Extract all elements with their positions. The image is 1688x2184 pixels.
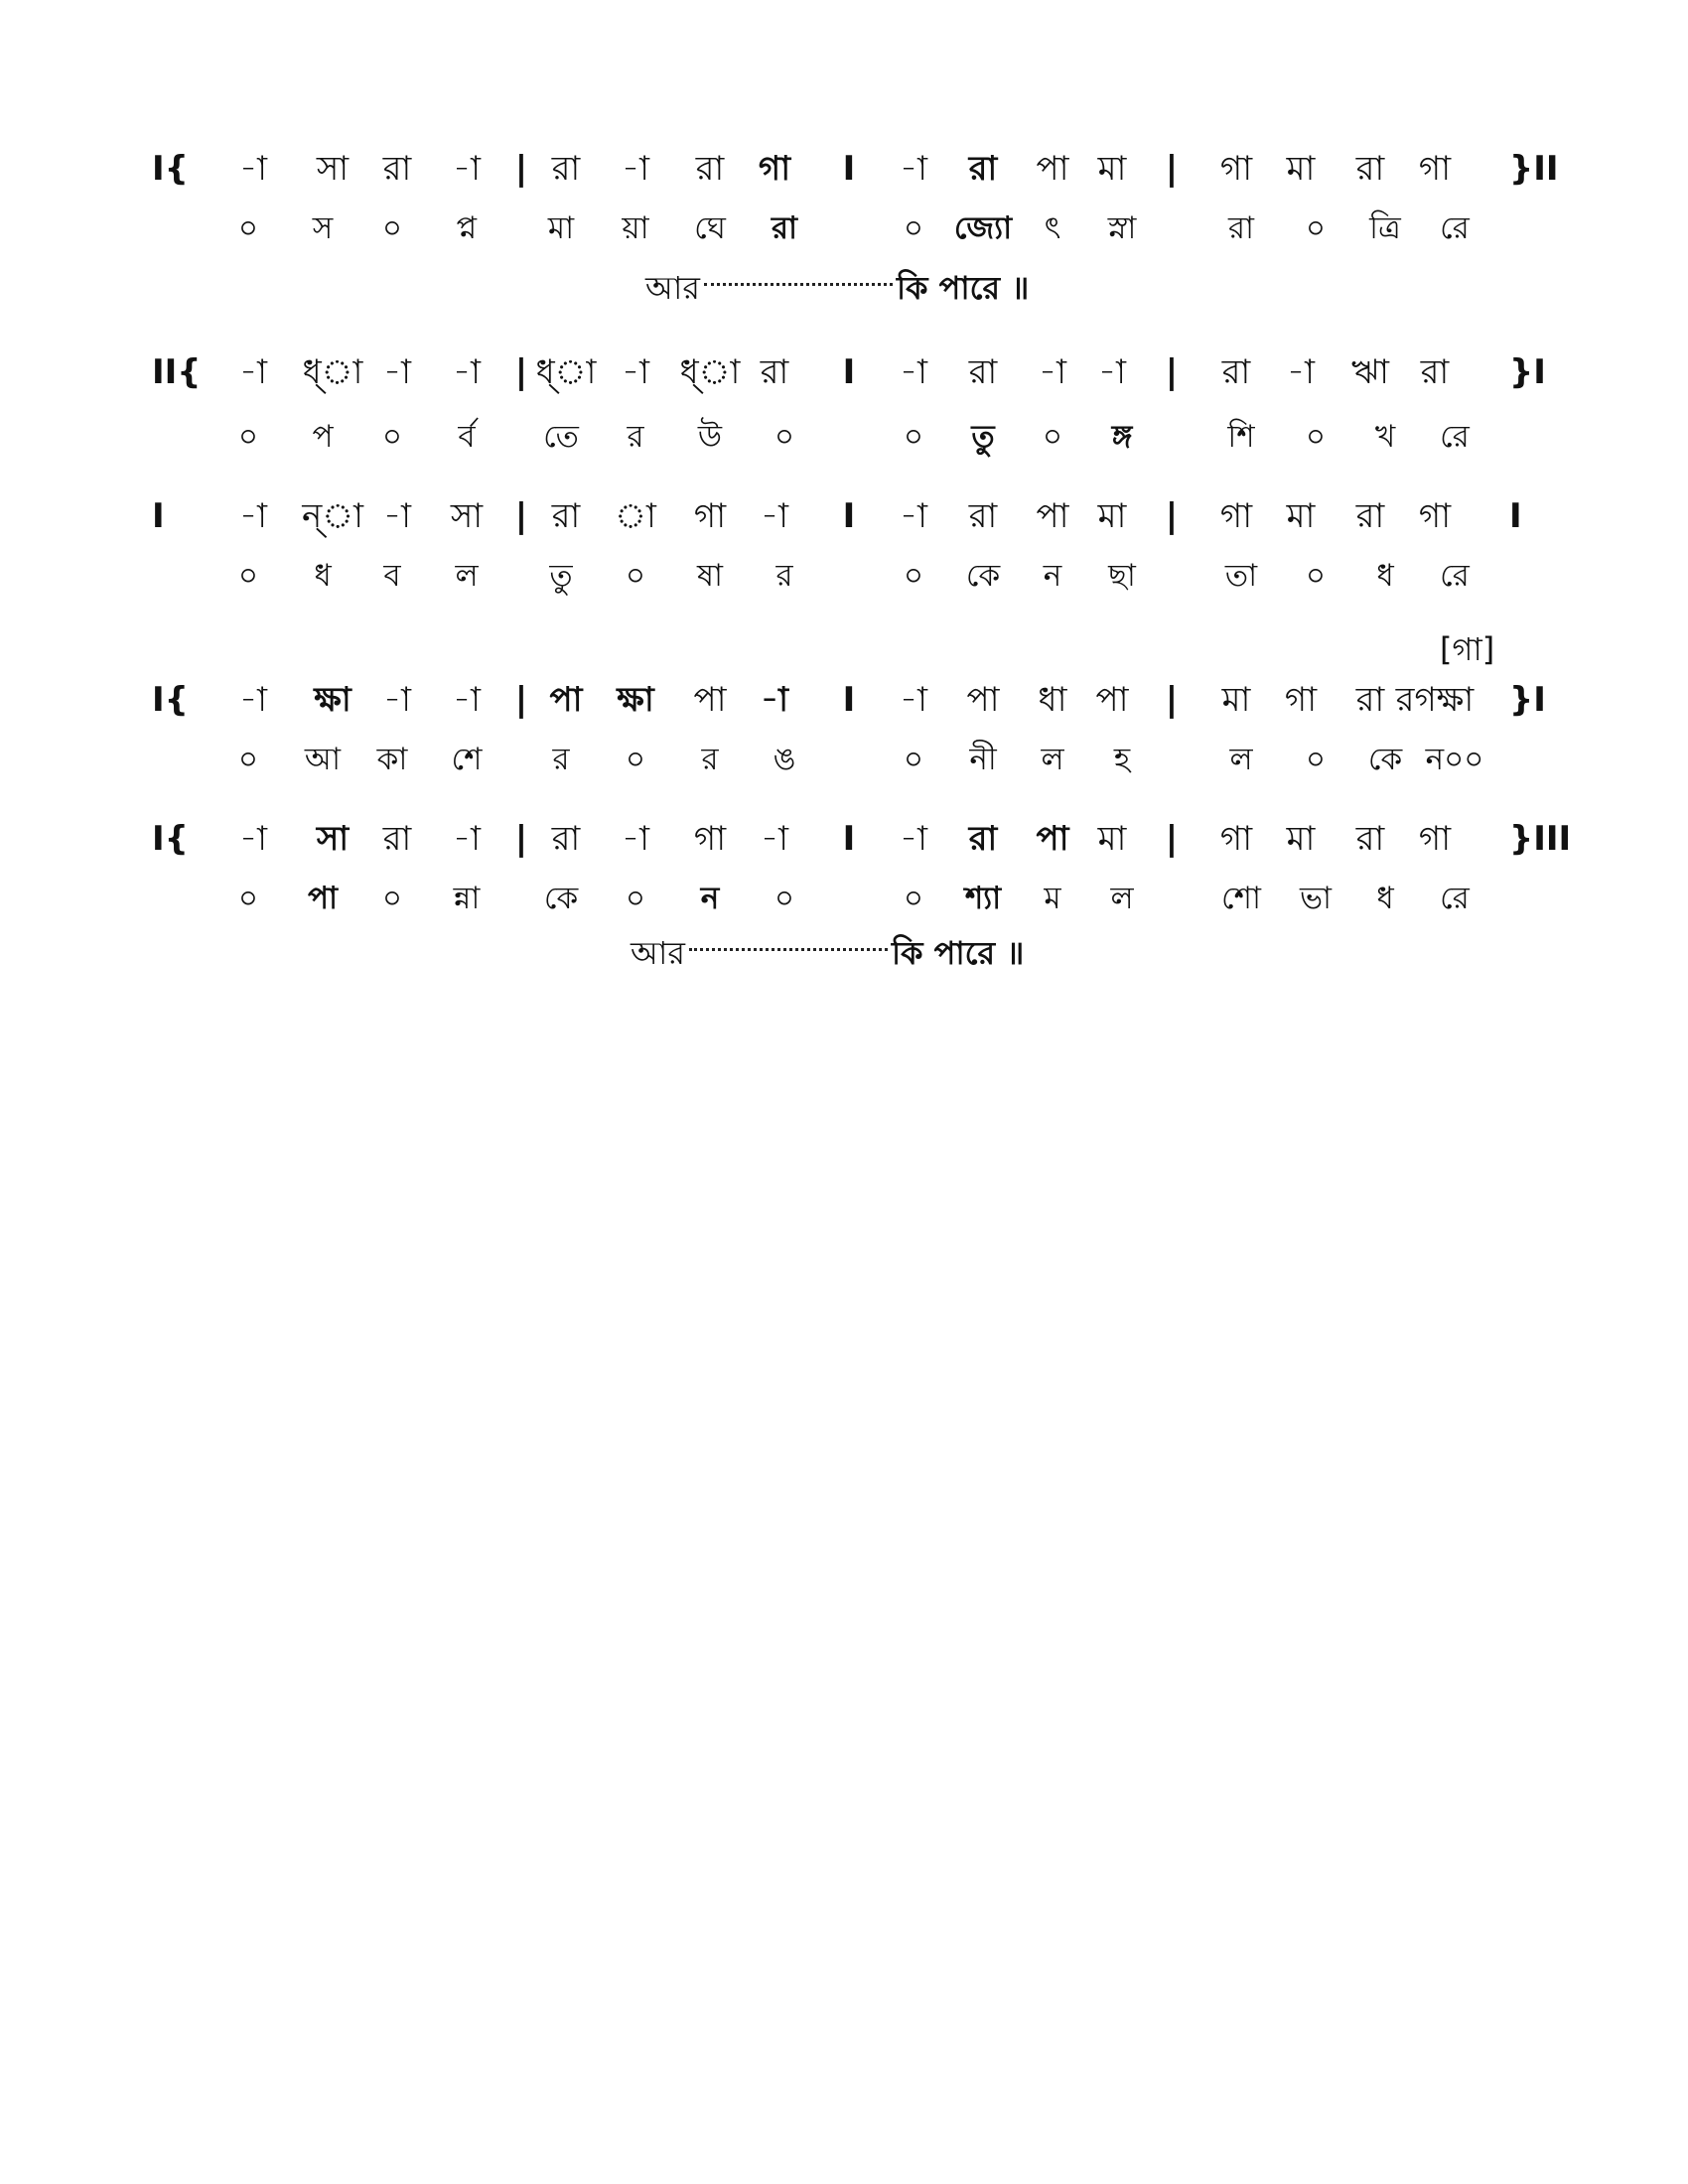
lyric-syllable: ০ [625, 558, 646, 594]
lyric-syllable: ধ [314, 558, 332, 594]
note-cell: -া [761, 496, 788, 536]
notes-row-3 [149, 486, 1559, 546]
refrain-line-2 [631, 928, 1024, 978]
note-cell: -া [383, 496, 411, 536]
lyric-syllable: ০ [237, 558, 259, 594]
note-cell: }I [1509, 352, 1546, 392]
note-cell: া [615, 496, 656, 536]
lyric-syllable: ন্না [453, 881, 481, 916]
note-cell: রা [1221, 352, 1251, 392]
lyric-syllable: জ্যো [953, 210, 1013, 246]
dotted-leader [704, 283, 893, 286]
lyric-syllable: ব [383, 558, 401, 594]
lyric-syllable: ০ [774, 881, 795, 916]
note-cell: -া [622, 352, 649, 392]
notes-row-4 [149, 670, 1559, 730]
note-cell: ন্া [302, 496, 363, 536]
lyric-syllable: ধ [1376, 558, 1394, 594]
lyrics-row-5 [149, 869, 1559, 928]
lyric-syllable: ০ [237, 742, 259, 777]
note-cell: -া [1039, 352, 1066, 392]
note-cell: I [152, 496, 165, 536]
note-cell: -া [383, 680, 411, 720]
note-cell: I [1509, 496, 1522, 536]
note-cell: মা [1286, 819, 1316, 859]
note-cell: পা [1036, 149, 1069, 189]
lyric-syllable: কা [376, 742, 408, 777]
lyric-syllable: ০ [625, 742, 646, 777]
notes-row-5 [149, 809, 1572, 869]
lyrics-row-3 [149, 546, 1559, 606]
lyric-syllable: শি [1227, 419, 1255, 455]
lyric-syllable: রে [1440, 881, 1470, 916]
note-cell: | [514, 149, 528, 189]
lyric-syllable: ০ [903, 419, 924, 455]
note-cell: রা [551, 496, 581, 536]
refrain-start: আর [631, 934, 685, 972]
lyric-syllable: খ [1374, 419, 1396, 455]
note-cell: সা [316, 819, 350, 859]
note-cell: গা [1219, 149, 1253, 189]
refrain-start: আর [645, 269, 700, 307]
dotted-leader [689, 948, 888, 951]
lyrics-row-1 [149, 199, 1559, 258]
lyric-syllable: রে [1440, 210, 1470, 246]
note-cell: -া [900, 496, 927, 536]
notes-row-2 [149, 342, 1559, 402]
note-cell: রা [1355, 149, 1385, 189]
lyric-syllable: ল [455, 558, 479, 594]
note-cell: পা [1036, 496, 1069, 536]
note-cell: -া [453, 680, 481, 720]
lyric-syllable: র [552, 742, 570, 777]
lyric-syllable: তু [971, 419, 995, 455]
lyric-syllable: রা [1227, 210, 1255, 246]
note-cell: I{ [152, 149, 189, 189]
lyric-syllable: ০ [1305, 210, 1327, 246]
note-cell: পা [549, 680, 583, 720]
note-cell: গা [693, 496, 727, 536]
lyric-syllable: তু [549, 558, 573, 594]
lyric-syllable: রে [1440, 558, 1470, 594]
lyric-syllable: শে [451, 742, 483, 777]
lyric-syllable: ন [700, 881, 720, 916]
note-cell: রা [760, 352, 789, 392]
lyric-syllable: রা [771, 210, 798, 246]
note-cell: ক্ষা [617, 680, 654, 720]
note-cell: রা [968, 496, 998, 536]
lyric-syllable: ল [1229, 742, 1253, 777]
lyric-syllable: ভা [1299, 881, 1333, 916]
lyric-syllable: ০ [1305, 742, 1327, 777]
lyric-syllable: শো [1221, 881, 1261, 916]
note-cell: রা [551, 819, 581, 859]
note-cell: | [514, 496, 528, 536]
lyric-syllable: প [312, 419, 334, 455]
note-cell: রা [1355, 680, 1385, 720]
note-cell: গা [1418, 496, 1452, 536]
lyric-syllable: স্না [1107, 210, 1137, 246]
lyric-syllable: ত্রি [1369, 210, 1401, 246]
refrain-end: কি পারে ॥ [891, 934, 1025, 972]
note-cell: গা [1219, 496, 1253, 536]
lyric-syllable: র [775, 558, 793, 594]
note-cell: -া [383, 352, 411, 392]
lyric-syllable: ০ [237, 881, 259, 916]
refrain-line-1 [645, 263, 1029, 313]
lyric-syllable: মা [547, 210, 575, 246]
note-cell: রা [968, 149, 998, 189]
lyric-syllable: উ [697, 419, 723, 455]
lyric-syllable: ০ [381, 881, 403, 916]
note-cell: রা [1355, 819, 1385, 859]
lyric-syllable: তা [1224, 558, 1258, 594]
annotation-bracket: [গা] [1440, 630, 1495, 668]
note-cell: পা [1036, 819, 1069, 859]
lyric-syllable: শ্যা [964, 881, 1002, 916]
note-cell: -া [900, 352, 927, 392]
note-cell: মা [1286, 496, 1316, 536]
note-cell: -া [1287, 352, 1315, 392]
note-cell: মা [1286, 149, 1316, 189]
lyric-syllable: হ [1113, 742, 1131, 777]
note-cell: পা [693, 680, 727, 720]
note-cell: গা [1418, 819, 1452, 859]
note-cell: গা [758, 149, 791, 189]
note-cell: ধ্া [535, 352, 597, 392]
note-cell: -া [900, 680, 927, 720]
note-cell: রা [382, 149, 412, 189]
lyric-syllable: ন০০ [1425, 742, 1484, 777]
note-cell: রা [382, 819, 412, 859]
note-cell: সা [450, 496, 484, 536]
lyric-syllable: ০ [625, 881, 646, 916]
note-cell: পা [966, 680, 1000, 720]
lyric-syllable: ০ [903, 881, 924, 916]
note-cell: | [514, 680, 528, 720]
note-cell: মা [1097, 819, 1127, 859]
lyric-syllable: ঘে [694, 210, 726, 246]
note-cell: | [514, 352, 528, 392]
lyric-syllable: ০ [1305, 558, 1327, 594]
note-cell: গা [1284, 680, 1318, 720]
note-cell: -া [900, 149, 927, 189]
lyric-syllable: ০ [774, 419, 795, 455]
note-cell: | [1165, 352, 1179, 392]
lyric-syllable: ০ [903, 742, 924, 777]
note-cell: | [1165, 819, 1179, 859]
lyric-syllable: র্ব [458, 419, 476, 455]
lyric-syllable: ন [1043, 558, 1062, 594]
note-cell: -া [453, 149, 481, 189]
lyric-syllable: ষা [696, 558, 724, 594]
lyric-syllable: ০ [903, 210, 924, 246]
note-cell: I [842, 680, 856, 720]
note-cell: I{ [152, 819, 189, 859]
note-cell: রা [1420, 352, 1450, 392]
note-cell: রা [1355, 496, 1385, 536]
lyric-syllable: ল [1041, 742, 1064, 777]
note-cell: ধা [1038, 680, 1067, 720]
note-cell: রগক্ষা [1395, 680, 1475, 720]
lyric-syllable: তে [543, 419, 579, 455]
note-cell: -া [239, 496, 267, 536]
note-cell: -া [900, 819, 927, 859]
note-cell: | [1165, 680, 1179, 720]
lyrics-row-4 [149, 730, 1559, 789]
lyric-syllable: র [701, 742, 719, 777]
note-cell: I [842, 149, 856, 189]
note-cell: -া [622, 819, 649, 859]
lyric-syllable: ছা [1108, 558, 1136, 594]
note-cell: মা [1221, 680, 1251, 720]
note-cell: ধ্া [302, 352, 363, 392]
lyric-syllable: য়া [622, 210, 649, 246]
note-cell: ধ্া [679, 352, 741, 392]
note-cell: রা [695, 149, 725, 189]
note-cell: }I [1509, 680, 1546, 720]
lyric-syllable: ০ [237, 210, 259, 246]
note-cell: রা [968, 819, 998, 859]
note-cell: -া [239, 352, 267, 392]
lyric-syllable: প্ন [456, 210, 478, 246]
note-cell: -া [453, 819, 481, 859]
lyric-syllable: ০ [903, 558, 924, 594]
note-cell: II{ [152, 352, 202, 392]
lyric-syllable: ৎ [1044, 210, 1061, 246]
lyrics-row-2 [149, 407, 1559, 467]
note-cell: -া [1098, 352, 1126, 392]
note-cell: ঋা [1351, 352, 1389, 392]
note-cell: -া [239, 149, 267, 189]
lyric-syllable: নী [969, 742, 997, 777]
note-cell: রা [968, 352, 998, 392]
note-cell: }II [1509, 149, 1559, 189]
lyric-syllable: ঙ [773, 742, 796, 777]
note-cell: -া [453, 352, 481, 392]
refrain-end: কি পারে ॥ [896, 269, 1030, 307]
lyric-syllable: কে [543, 881, 579, 916]
note-cell: রা [551, 149, 581, 189]
note-cell: গা [1219, 819, 1253, 859]
lyric-syllable: রে [1440, 419, 1470, 455]
note-cell: | [1165, 496, 1179, 536]
note-cell: গা [693, 819, 727, 859]
note-cell: | [1165, 149, 1179, 189]
note-cell: -া [239, 680, 267, 720]
lyric-syllable: ধ [1376, 881, 1394, 916]
note-cell: -া [761, 680, 788, 720]
lyric-syllable: ০ [1305, 419, 1327, 455]
lyric-syllable: ০ [237, 419, 259, 455]
note-cell: | [514, 819, 528, 859]
lyric-syllable: ০ [381, 210, 403, 246]
note-cell: -া [761, 819, 788, 859]
note-cell: -া [239, 819, 267, 859]
lyric-syllable: পা [307, 881, 339, 916]
note-cell: ক্ষা [314, 680, 352, 720]
lyric-syllable: কে [1367, 742, 1403, 777]
lyric-syllable: ০ [1042, 419, 1063, 455]
note-cell: -া [622, 149, 649, 189]
lyric-syllable: ঙ্গ [1111, 419, 1133, 455]
lyric-syllable: র [627, 419, 644, 455]
note-cell: I [842, 352, 856, 392]
notes-row-1 [149, 139, 1559, 199]
note-cell: সা [316, 149, 350, 189]
note-cell: I [842, 819, 856, 859]
note-cell: I{ [152, 680, 189, 720]
lyric-syllable: ল [1110, 881, 1134, 916]
note-cell: গা [1418, 149, 1452, 189]
note-cell: মা [1097, 149, 1127, 189]
note-cell: }III [1509, 819, 1572, 859]
lyric-syllable: ০ [381, 419, 403, 455]
note-cell: I [842, 496, 856, 536]
note-cell: মা [1097, 496, 1127, 536]
lyric-syllable: স [312, 210, 334, 246]
lyric-syllable: আ [304, 742, 342, 777]
lyric-syllable: ম [1044, 881, 1061, 916]
lyric-syllable: কে [965, 558, 1001, 594]
note-cell: পা [1095, 680, 1129, 720]
